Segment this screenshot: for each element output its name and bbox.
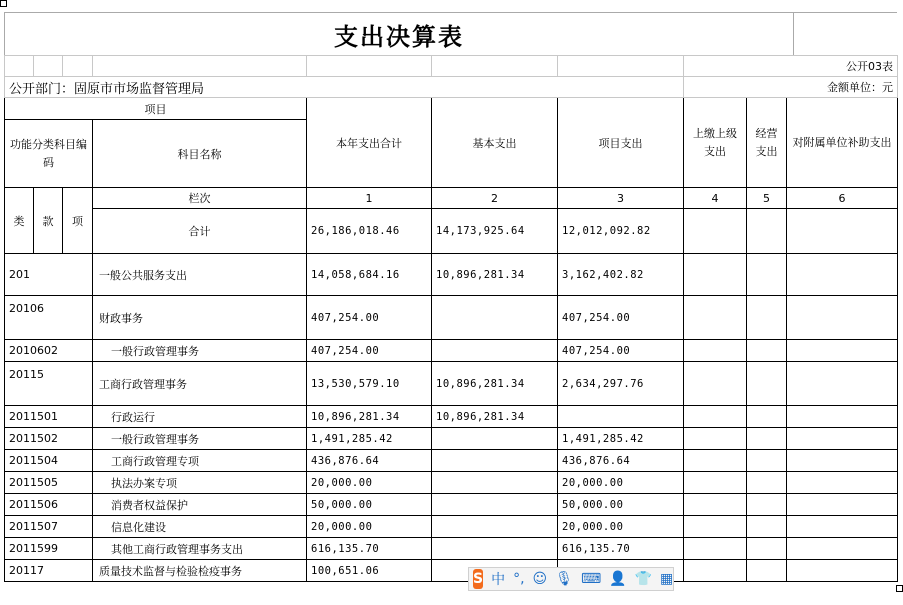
empty-cell <box>787 560 898 582</box>
row-total-basic: 14,173,925.64 <box>432 209 558 254</box>
empty-cell <box>747 560 787 582</box>
empty-cell <box>747 494 787 516</box>
empty-cell <box>684 494 747 516</box>
blank-cell <box>558 56 684 77</box>
empty-cell <box>747 538 787 560</box>
empty-cell <box>684 296 747 340</box>
row-basic <box>432 494 558 516</box>
empty-cell <box>787 296 898 340</box>
empty-cell <box>747 428 787 450</box>
keyboard-icon[interactable]: ⌨ <box>580 571 602 587</box>
sogou-logo-icon[interactable]: S <box>473 571 484 587</box>
department-label: 公开部门：固原市市场监督管理局 <box>5 77 684 98</box>
row-total: 14,058,684.16 <box>307 254 432 296</box>
row-name: 行政运行 <box>93 406 307 428</box>
header-subject-name: 科目名称 <box>93 120 307 188</box>
row-project: 436,876.64 <box>558 450 684 472</box>
col-num: 4 <box>684 188 747 209</box>
empty-cell <box>787 472 898 494</box>
row-basic <box>432 340 558 362</box>
row-name: 工商行政管理专项 <box>93 450 307 472</box>
row-code: 2011504 <box>5 450 93 472</box>
row-code: 20115 <box>5 362 93 406</box>
blank-cell <box>34 56 63 77</box>
row-code: 201 <box>5 254 93 296</box>
row-basic <box>432 450 558 472</box>
row-basic <box>432 538 558 560</box>
row-total: 10,896,281.34 <box>307 406 432 428</box>
row-name: 工商行政管理事务 <box>93 362 307 406</box>
ime-toolbar[interactable] <box>468 567 674 591</box>
row-basic <box>432 516 558 538</box>
ime-mode-toggle[interactable]: 中 <box>491 572 506 588</box>
blank-cell <box>307 56 432 77</box>
row-total: 1,491,285.42 <box>307 428 432 450</box>
empty-cell <box>787 209 898 254</box>
empty-cell <box>747 362 787 406</box>
header-operating: 经营支出 <box>747 98 787 188</box>
empty-cell <box>684 362 747 406</box>
empty-cell <box>787 538 898 560</box>
row-project: 2,634,297.76 <box>558 362 684 406</box>
empty-cell <box>787 450 898 472</box>
empty-cell <box>684 428 747 450</box>
row-project: 407,254.00 <box>558 296 684 340</box>
empty-cell <box>684 472 747 494</box>
empty-cell <box>747 254 787 296</box>
expenditure-table <box>4 55 898 582</box>
row-name: 消费者权益保护 <box>93 494 307 516</box>
row-basic <box>432 428 558 450</box>
empty-cell <box>684 254 747 296</box>
row-total: 50,000.00 <box>307 494 432 516</box>
empty-cell <box>684 406 747 428</box>
empty-cell <box>787 494 898 516</box>
microphone-icon[interactable]: 🎙 <box>555 571 573 587</box>
empty-cell <box>787 340 898 362</box>
empty-cell <box>787 254 898 296</box>
emoji-icon[interactable]: ☺ <box>532 571 548 587</box>
row-code: 20117 <box>5 560 93 582</box>
row-name: 一般行政管理事务 <box>93 428 307 450</box>
empty-cell <box>747 450 787 472</box>
col-num: 2 <box>432 188 558 209</box>
row-name: 执法办案专项 <box>93 472 307 494</box>
row-total: 20,000.00 <box>307 472 432 494</box>
blank-cell <box>63 56 93 77</box>
title-right-blank <box>792 12 897 55</box>
form-code: 公开03表 <box>684 56 898 77</box>
row-project: 3,162,402.82 <box>558 254 684 296</box>
empty-cell <box>747 472 787 494</box>
row-total-name: 合计 <box>93 209 307 254</box>
header-project: 项目支出 <box>558 98 684 188</box>
row-name: 一般公共服务支出 <box>93 254 307 296</box>
row-total-amount: 26,186,018.46 <box>307 209 432 254</box>
header-kuan: 款 <box>34 188 63 254</box>
col-num: 5 <box>747 188 787 209</box>
row-total: 100,651.06 <box>307 560 432 582</box>
punctuation-icon[interactable]: °, <box>513 571 525 587</box>
row-project: 20,000.00 <box>558 472 684 494</box>
header-xiang: 项 <box>63 188 93 254</box>
row-basic <box>432 472 558 494</box>
skin-icon[interactable]: 👕 <box>634 571 653 587</box>
empty-cell <box>747 209 787 254</box>
unit-label: 金额单位：元 <box>684 77 898 98</box>
row-name: 其他工商行政管理事务支出 <box>93 538 307 560</box>
row-name: 一般行政管理事务 <box>93 340 307 362</box>
row-name: 信息化建设 <box>93 516 307 538</box>
row-basic: 10,896,281.34 <box>432 254 558 296</box>
empty-cell <box>787 516 898 538</box>
empty-cell <box>747 406 787 428</box>
row-total: 13,530,579.10 <box>307 362 432 406</box>
row-code: 2011599 <box>5 538 93 560</box>
row-total-project: 12,012,092.82 <box>558 209 684 254</box>
header-col-label: 栏次 <box>93 188 307 209</box>
col-num: 6 <box>787 188 898 209</box>
row-name: 财政事务 <box>93 296 307 340</box>
col-num: 3 <box>558 188 684 209</box>
empty-cell <box>747 296 787 340</box>
row-basic <box>432 296 558 340</box>
header-subsidy: 对附属单位补助支出 <box>787 98 898 188</box>
row-project <box>558 406 684 428</box>
resize-handle[interactable] <box>896 585 903 592</box>
empty-cell <box>787 362 898 406</box>
resize-handle[interactable] <box>0 0 7 7</box>
empty-cell <box>684 560 747 582</box>
row-total: 436,876.64 <box>307 450 432 472</box>
report-title: 支出决算表 <box>4 12 794 55</box>
header-lei: 类 <box>5 188 34 254</box>
blank-cell <box>5 56 34 77</box>
empty-cell <box>787 428 898 450</box>
row-total: 407,254.00 <box>307 296 432 340</box>
row-code: 2011507 <box>5 516 93 538</box>
empty-cell <box>787 406 898 428</box>
header-func-code: 功能分类科目编码 <box>5 120 93 188</box>
header-item: 项目 <box>5 98 307 120</box>
empty-cell <box>684 538 747 560</box>
row-project: 1,491,285.42 <box>558 428 684 450</box>
empty-cell <box>684 516 747 538</box>
empty-cell <box>747 516 787 538</box>
empty-cell <box>684 209 747 254</box>
row-code: 2010602 <box>5 340 93 362</box>
empty-cell <box>684 450 747 472</box>
row-total: 407,254.00 <box>307 340 432 362</box>
row-code: 2011505 <box>5 472 93 494</box>
row-code: 2011501 <box>5 406 93 428</box>
empty-cell <box>747 340 787 362</box>
empty-cell <box>684 340 747 362</box>
blank-cell <box>432 56 558 77</box>
header-total: 本年支出合计 <box>307 98 432 188</box>
row-project: 407,254.00 <box>558 340 684 362</box>
row-basic: 10,896,281.34 <box>432 362 558 406</box>
row-project: 616,135.70 <box>558 538 684 560</box>
row-project: 50,000.00 <box>558 494 684 516</box>
header-basic: 基本支出 <box>432 98 558 188</box>
row-total: 616,135.70 <box>307 538 432 560</box>
row-code: 2011502 <box>5 428 93 450</box>
user-icon[interactable]: 👤 <box>609 571 627 587</box>
row-basic: 10,896,281.34 <box>432 406 558 428</box>
row-code: 20106 <box>5 296 93 340</box>
grid-icon[interactable]: ▦ <box>660 571 674 587</box>
row-name: 质量技术监督与检验检疫事务 <box>93 560 307 582</box>
header-upper: 上缴上级支出 <box>684 98 747 188</box>
row-code: 2011506 <box>5 494 93 516</box>
blank-cell <box>93 56 307 77</box>
row-total: 20,000.00 <box>307 516 432 538</box>
col-num: 1 <box>307 188 432 209</box>
row-project: 20,000.00 <box>558 516 684 538</box>
